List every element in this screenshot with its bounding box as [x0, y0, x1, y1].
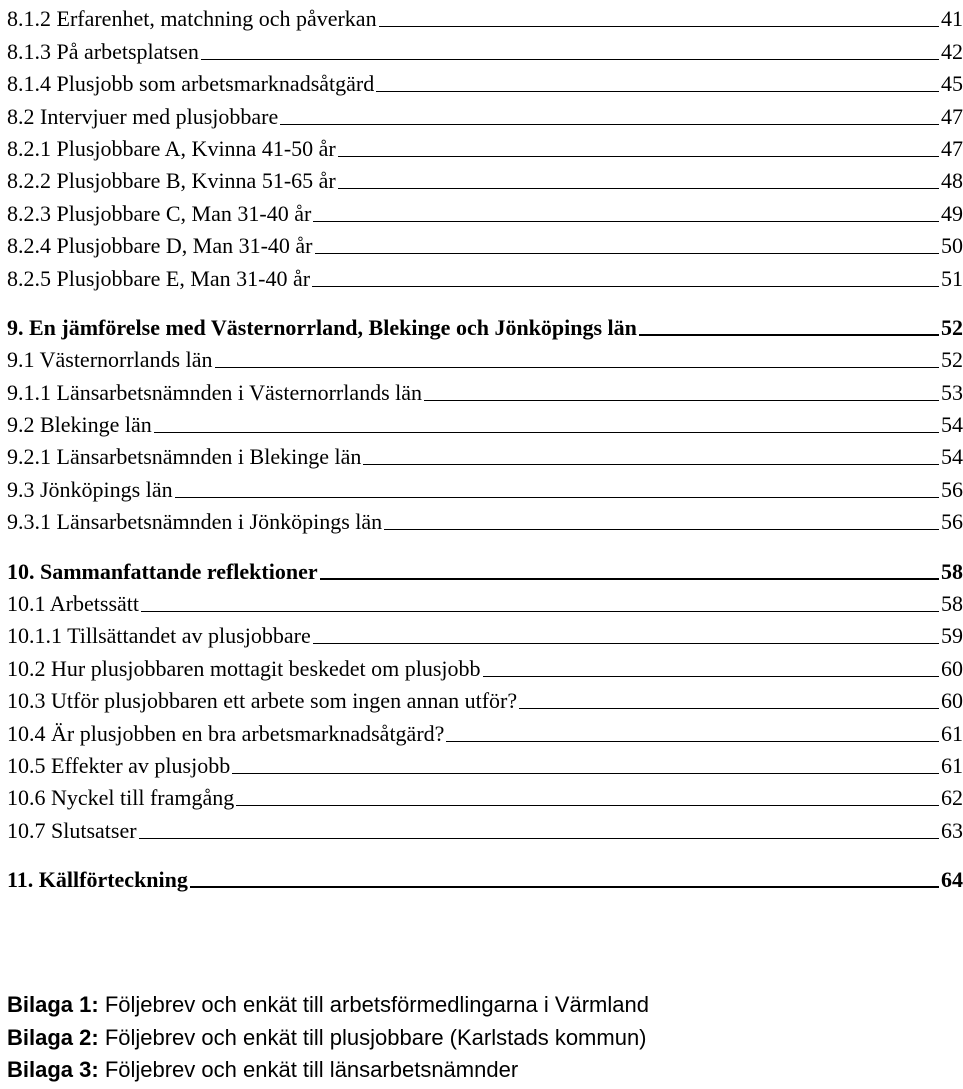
- toc-entry-label: 8.2.3 Plusjobbare C, Man 31-40 år: [7, 200, 312, 226]
- toc-page-number: 56: [941, 476, 963, 502]
- toc-entry-label: 9.2 Blekinge län: [7, 412, 152, 438]
- toc-leader-line: [232, 773, 939, 774]
- toc-entry-label: 8.1.4 Plusjobb som arbetsmarknadsåtgärd: [7, 71, 375, 97]
- toc-entry-10-4[interactable]: [7, 714, 963, 746]
- toc-entry-label: 9.1.1 Länsarbetsnämnden i Västernorrlands län: [7, 379, 423, 405]
- toc-page-number: 47: [941, 103, 963, 129]
- toc-leader-line: [384, 529, 939, 530]
- toc-entry-8-2-4[interactable]: [7, 227, 963, 259]
- toc-entry-label: 10.5 Effekter av plusjobb: [7, 752, 231, 778]
- toc-entry-label: 8.1.3 På arbetsplatsen: [7, 38, 199, 64]
- toc-leader-line: [446, 741, 939, 742]
- appendix-key: Bilaga 3:: [7, 1057, 99, 1082]
- toc-leader-line: [320, 578, 939, 580]
- toc-entry-label: 10.7 Slutsatser: [7, 817, 137, 843]
- toc-entry-8-2-1[interactable]: [7, 130, 963, 162]
- appendix-key: Bilaga 1:: [7, 992, 99, 1017]
- toc-entry-9-2[interactable]: [7, 406, 963, 438]
- toc-page-number: 58: [941, 591, 963, 617]
- toc-entry-9-3-1[interactable]: [7, 503, 963, 535]
- toc-page-number: 48: [941, 168, 963, 194]
- toc-entry-label: 9.3.1 Länsarbetsnämnden i Jönköpings län: [7, 509, 383, 535]
- toc-page-number: 63: [941, 817, 963, 843]
- toc-entry-label: 8.2.5 Plusjobbare E, Man 31-40 år: [7, 265, 311, 291]
- toc-page-number: 60: [941, 688, 963, 714]
- toc-page-number: 52: [941, 347, 963, 373]
- toc-entry-10-5[interactable]: [7, 747, 963, 779]
- toc-entry-8-2-5[interactable]: [7, 259, 963, 291]
- toc-entry-9-3[interactable]: [7, 470, 963, 502]
- toc-entry-9-2-1[interactable]: [7, 438, 963, 470]
- appendix-list: [7, 990, 947, 1088]
- toc-page-number: 58: [941, 558, 963, 584]
- toc-leader-line: [639, 334, 939, 336]
- toc-entry-label: 8.2.4 Plusjobbare D, Man 31-40 år: [7, 233, 313, 259]
- toc-entry-label: 10.3 Utför plusjobbaren ett arbete som ingen annan utför?: [7, 688, 518, 714]
- toc-leader-line: [376, 91, 939, 92]
- toc-entry-8-2[interactable]: [7, 97, 963, 129]
- toc-page-number: 49: [941, 200, 963, 226]
- toc-page-number: 51: [941, 265, 963, 291]
- toc-entry-label: 8.2.2 Plusjobbare B, Kvinna 51-65 år: [7, 168, 336, 194]
- toc-page-number: 53: [941, 379, 963, 405]
- toc-leader-line: [338, 188, 939, 189]
- toc-leader-line: [175, 497, 939, 498]
- toc-entry-9-1-1[interactable]: [7, 373, 963, 405]
- toc-entry-label: 8.1.2 Erfarenhet, matchning och påverkan: [7, 6, 377, 32]
- toc-entry-10-1[interactable]: [7, 585, 963, 617]
- section-gap: [7, 292, 963, 309]
- toc-entry-10-2[interactable]: [7, 649, 963, 681]
- appendix-item-1[interactable]: [7, 990, 947, 1023]
- toc-entry-label: 10.1.1 Tillsättandet av plusjobbare: [7, 623, 311, 649]
- toc-entry-label: 10.2 Hur plusjobbaren mottagit beskedet om plusjobb: [7, 655, 481, 681]
- toc-page-number: 60: [941, 655, 963, 681]
- toc-chapter-label: 11. Källförteckning: [7, 867, 188, 893]
- section-gap: [7, 844, 963, 861]
- toc-page-number: 54: [941, 412, 963, 438]
- toc-page-number: 61: [941, 752, 963, 778]
- toc-leader-line: [139, 838, 939, 839]
- toc-page-number: 54: [941, 444, 963, 470]
- toc-leader-line: [190, 886, 939, 888]
- toc-leader-line: [483, 676, 939, 677]
- toc-entry-8-2-3[interactable]: [7, 194, 963, 226]
- toc-leader-line: [313, 643, 939, 644]
- toc-entry-label: 9.2.1 Länsarbetsnämnden i Blekinge län: [7, 444, 362, 470]
- toc-page-number: 52: [941, 314, 963, 340]
- toc-page-number: 64: [941, 867, 963, 893]
- toc-leader-line: [379, 26, 939, 27]
- toc-chapter-label: 9. En jämförelse med Västernorrland, Blekinge och Jönköpings län: [7, 314, 637, 340]
- toc-page-number: 56: [941, 509, 963, 535]
- toc-page-number: 47: [941, 135, 963, 161]
- toc-entry-label: 9.3 Jönköpings län: [7, 476, 173, 502]
- toc-entry-label: 10.4 Är plusjobben en bra arbetsmarknadsåtgärd?: [7, 720, 445, 746]
- toc-page-number: 42: [941, 38, 963, 64]
- table-of-contents: [7, 0, 963, 893]
- toc-page-number: 61: [941, 720, 963, 746]
- toc-leader-line: [312, 286, 939, 287]
- toc-entry-8-2-2[interactable]: [7, 162, 963, 194]
- toc-leader-line: [315, 253, 939, 254]
- toc-entry-label: 8.2 Intervjuer med plusjobbare: [7, 103, 279, 129]
- appendix-text: Följebrev och enkät till länsarbetsnämnder: [98, 1057, 519, 1082]
- toc-entry-label: 10.1 Arbetssätt: [7, 591, 139, 617]
- toc-page-number: 59: [941, 623, 963, 649]
- toc-page-number: 50: [941, 233, 963, 259]
- toc-entry-label: 9.1 Västernorrlands län: [7, 347, 213, 373]
- toc-entry-8-1-2[interactable]: [7, 0, 963, 32]
- toc-leader-line: [215, 367, 940, 368]
- toc-leader-line: [424, 400, 939, 401]
- appendix-item-3[interactable]: [7, 1055, 947, 1088]
- toc-page-number: 62: [941, 785, 963, 811]
- toc-entry-10-6[interactable]: [7, 779, 963, 811]
- toc-entry-10-7[interactable]: [7, 811, 963, 843]
- toc-leader-line: [363, 464, 939, 465]
- toc-leader-line: [154, 432, 939, 433]
- appendix-text: Följebrev och enkät till plusjobbare (Karlstads kommun): [98, 1024, 647, 1050]
- toc-chapter-label: 10. Sammanfattande reflektioner: [7, 558, 318, 584]
- section-gap: [7, 535, 963, 552]
- toc-page-number: 45: [941, 71, 963, 97]
- toc-leader-line: [141, 611, 939, 612]
- toc-chapter-9[interactable]: [7, 309, 963, 341]
- toc-leader-line: [236, 805, 939, 806]
- toc-entry-9-1[interactable]: [7, 341, 963, 373]
- toc-chapter-10[interactable]: [7, 552, 963, 584]
- toc-entry-label: 10.6 Nyckel till framgång: [7, 785, 235, 811]
- toc-entry-label: 8.2.1 Plusjobbare A, Kvinna 41-50 år: [7, 135, 336, 161]
- toc-entry-8-1-4[interactable]: [7, 65, 963, 97]
- toc-entry-10-1-1[interactable]: [7, 617, 963, 649]
- appendix-item-2[interactable]: [7, 1023, 947, 1056]
- toc-leader-line: [519, 708, 939, 709]
- toc-entry-8-1-3[interactable]: [7, 32, 963, 64]
- toc-page-number: 41: [941, 6, 963, 32]
- toc-leader-line: [313, 221, 939, 222]
- toc-leader-line: [201, 59, 939, 60]
- toc-leader-line: [338, 156, 939, 157]
- appendix-text: Följebrev och enkät till arbetsförmedlingarna i Värmland: [98, 992, 649, 1017]
- toc-leader-line: [280, 124, 939, 125]
- toc-entry-10-3[interactable]: [7, 682, 963, 714]
- toc-chapter-11[interactable]: [7, 861, 963, 893]
- appendix-key: Bilaga 2:: [7, 1024, 99, 1050]
